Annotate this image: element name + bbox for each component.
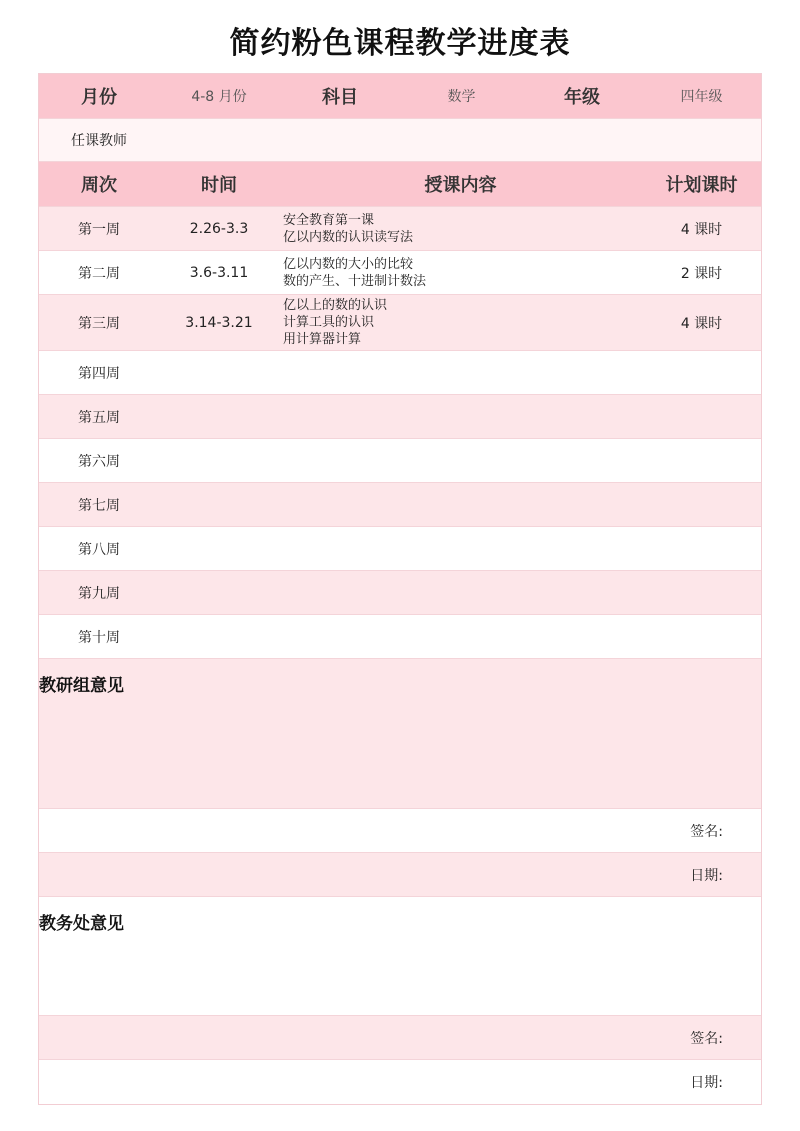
empty-cells[interactable] <box>159 439 761 482</box>
grade-label: 年级 <box>564 87 600 108</box>
teacher-label: 任课教师 <box>71 133 127 149</box>
table-row <box>39 527 761 571</box>
subject-label: 科目 <box>322 87 358 108</box>
research-opinion-label: 教研组意见 <box>39 676 124 696</box>
table-row <box>39 483 761 527</box>
table-row <box>39 615 761 659</box>
week-cell: 第三周 <box>78 315 120 332</box>
empty-cells[interactable] <box>159 527 761 570</box>
content-line: 安全教育第一课 <box>283 212 375 228</box>
content-cell[interactable] <box>279 251 642 294</box>
academic-opinion-label: 教务处意见 <box>39 914 124 934</box>
empty-cells[interactable] <box>159 351 761 394</box>
content-line: 数的产生、十进制计数法 <box>283 273 427 289</box>
month-value[interactable]: 4-8 月份 <box>191 89 247 105</box>
month-label: 月份 <box>81 87 117 108</box>
academic-opinion-area[interactable] <box>39 897 761 1016</box>
academic-sign-row[interactable] <box>39 1016 761 1060</box>
empty-cells[interactable] <box>159 615 761 658</box>
week-cell: 第二周 <box>78 265 120 282</box>
subject-value[interactable]: 数学 <box>447 89 476 105</box>
teacher-value[interactable] <box>159 119 761 161</box>
table-row <box>39 571 761 615</box>
academic-date-row[interactable] <box>39 1060 761 1104</box>
content-line: 亿以上的数的认识 <box>283 298 388 313</box>
empty-cells[interactable] <box>159 395 761 438</box>
content-line: 亿以内数的认识读写法 <box>283 229 414 245</box>
content-line: 计算工具的认识 <box>283 315 375 330</box>
hours-cell[interactable]: 4 课时 <box>680 221 723 238</box>
table-row <box>39 439 761 483</box>
table-row <box>39 395 761 439</box>
week-cell: 第七周 <box>78 497 120 514</box>
academic-sign-label: 签名: <box>690 1030 723 1047</box>
week-cell: 第一周 <box>78 221 120 238</box>
week-cell: 第九周 <box>78 585 120 602</box>
research-date-row[interactable] <box>39 853 761 897</box>
grade-value[interactable]: 四年级 <box>680 89 723 105</box>
empty-cells[interactable] <box>159 571 761 614</box>
time-cell[interactable]: 2.26-3.3 <box>189 220 249 237</box>
info-row <box>39 74 761 119</box>
table-row <box>39 207 761 251</box>
hours-cell[interactable]: 2 课时 <box>680 265 723 282</box>
page-title: 简约粉色课程教学进度表 <box>229 26 571 61</box>
table-row <box>39 351 761 395</box>
content-line: 用计算器计算 <box>283 332 362 347</box>
header-content: 授课内容 <box>424 175 497 196</box>
week-cell: 第四周 <box>78 365 120 382</box>
content-cell[interactable] <box>279 207 642 250</box>
week-cell: 第十周 <box>78 629 120 646</box>
hours-cell[interactable]: 4 课时 <box>680 315 723 332</box>
header-hours: 计划课时 <box>665 175 738 196</box>
teacher-row <box>39 119 761 162</box>
research-date-label: 日期: <box>690 867 723 884</box>
time-cell[interactable]: 3.14-3.21 <box>185 314 253 331</box>
week-cell: 第八周 <box>78 541 120 558</box>
table-row <box>39 295 761 351</box>
content-line: 亿以内数的大小的比较 <box>283 256 414 272</box>
week-cell: 第六周 <box>78 453 120 470</box>
research-opinion-area[interactable] <box>39 659 761 809</box>
schedule-sheet <box>38 73 762 1105</box>
header-time: 时间 <box>201 175 237 196</box>
research-sign-row[interactable] <box>39 809 761 853</box>
header-week: 周次 <box>81 175 117 196</box>
content-cell[interactable] <box>279 295 642 350</box>
empty-cells[interactable] <box>159 483 761 526</box>
table-row <box>39 251 761 295</box>
table-header <box>39 162 761 207</box>
time-cell[interactable]: 3.6-3.11 <box>189 264 249 281</box>
research-sign-label: 签名: <box>690 823 723 840</box>
academic-date-label: 日期: <box>690 1075 723 1091</box>
week-cell: 第五周 <box>78 409 120 426</box>
